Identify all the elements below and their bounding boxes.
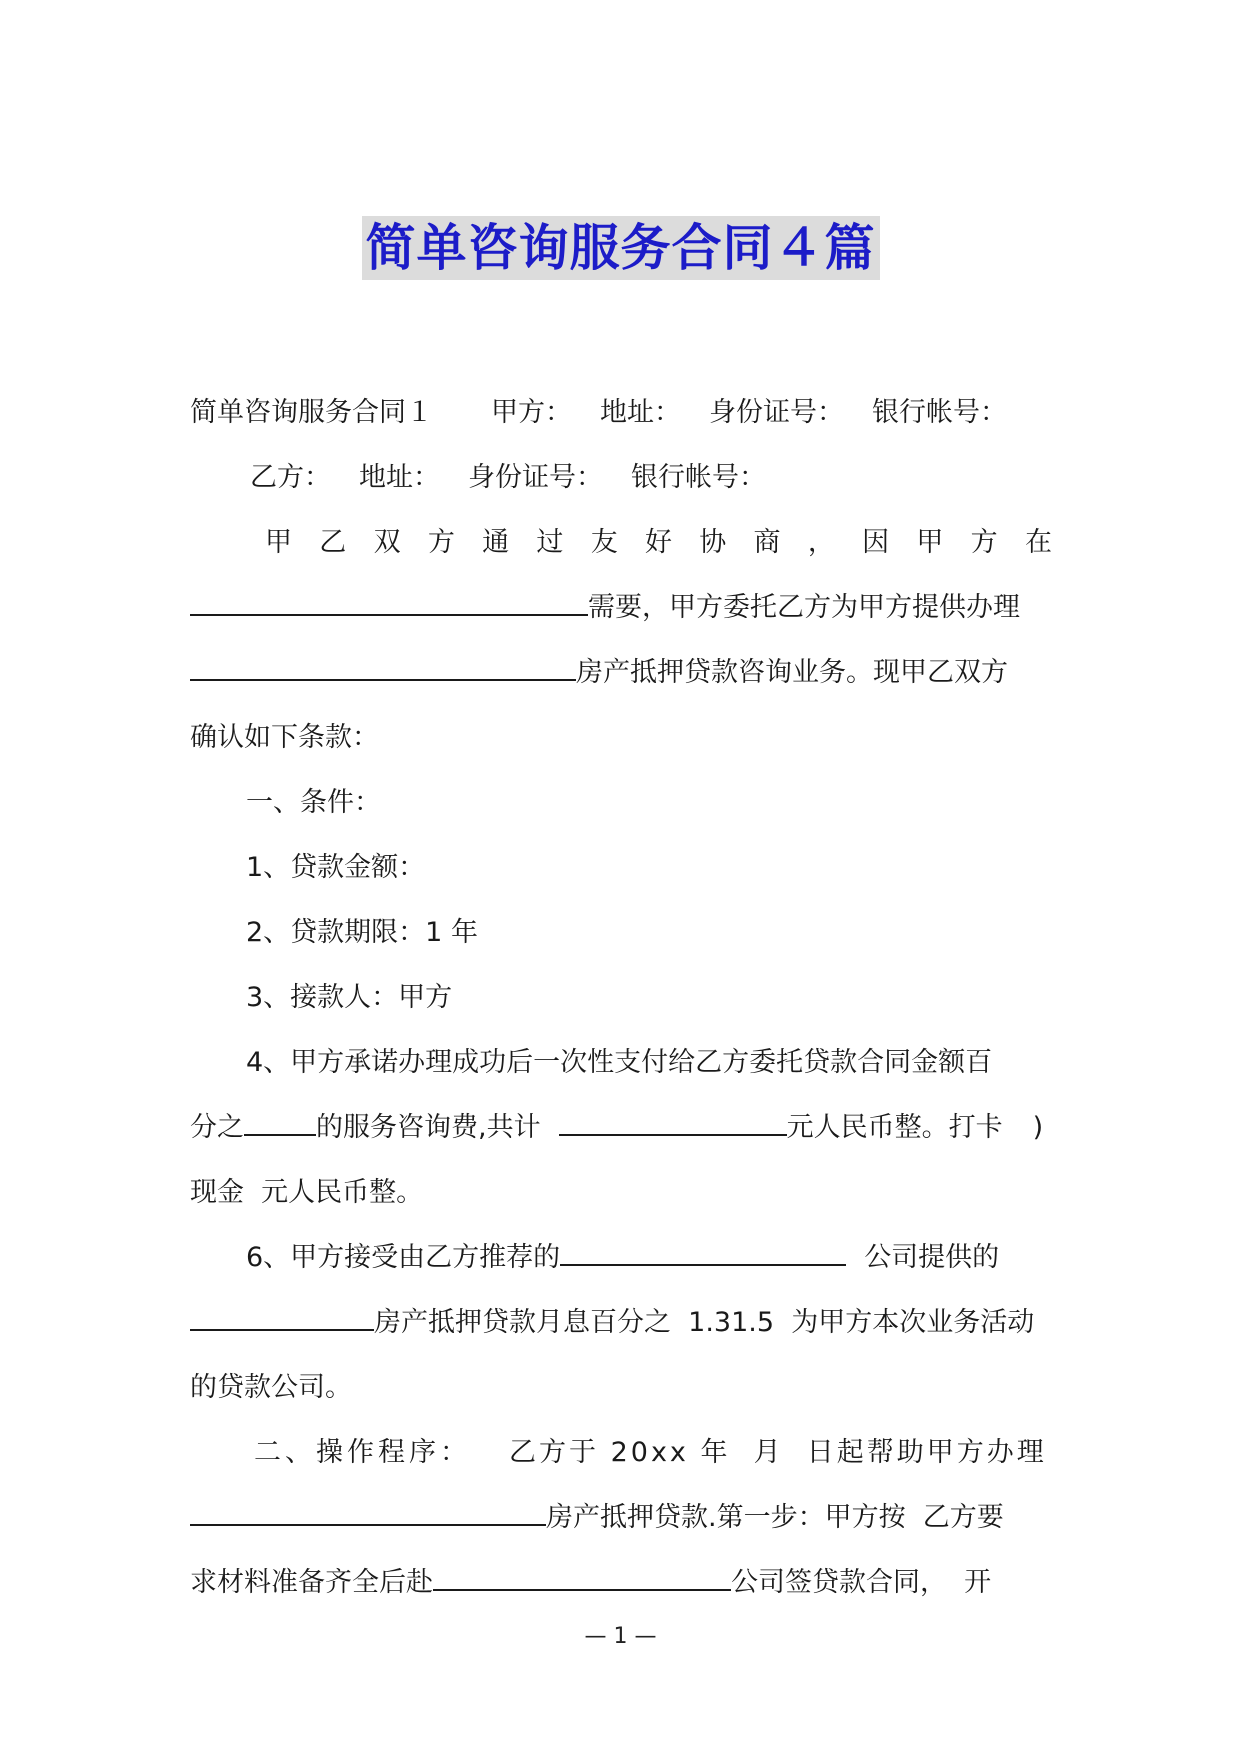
list-item — [190, 1030, 1052, 1095]
text-segment: 房产抵押贷款月息百分之 1.31.5 为甲方本次业务活动 — [374, 1307, 1035, 1338]
text-line — [190, 705, 1052, 770]
fill-blank — [190, 1494, 546, 1526]
text-char: ， — [807, 527, 835, 558]
title-container — [0, 216, 1241, 280]
list-item — [190, 900, 1052, 965]
text-segment: 元人民币整。打卡 — [786, 1112, 1003, 1143]
text-segment: 求材料准备齐全后赴 — [190, 1567, 433, 1598]
text-segment: 分之 — [190, 1112, 244, 1143]
text-segment: 3、接款人：甲方 — [246, 982, 453, 1013]
party-a-line — [190, 380, 1052, 445]
fill-blank — [244, 1104, 316, 1136]
address-label: 地址： — [359, 462, 440, 493]
text-char: 甲 — [265, 527, 292, 558]
text-line — [190, 1355, 1052, 1420]
contract-heading: 简单咨询服务合同１ — [190, 397, 433, 428]
text-char: 方 — [427, 527, 455, 558]
bank-account-label: 银行帐号： — [631, 462, 766, 493]
text-segment: 2、贷款期限：1 年 — [246, 917, 478, 948]
text-segment: 房产抵押贷款咨询业务。现甲乙双方 — [576, 657, 1008, 688]
text-line — [190, 640, 1052, 705]
text-line — [190, 1290, 1052, 1355]
text-char: 友 — [590, 527, 618, 558]
spaced-text-line — [190, 510, 1052, 575]
text-char: 甲 — [916, 527, 944, 558]
text-segment: 二、操作程序： — [254, 1437, 471, 1468]
text-segment: 的服务咨询费,共计 — [316, 1112, 541, 1143]
text-char: 在 — [1024, 527, 1052, 558]
fill-blank — [433, 1559, 731, 1591]
fill-blank — [190, 584, 588, 616]
text-segment: 乙方于 20xx 年 月 日起帮助甲方办理 — [509, 1437, 1047, 1468]
document-title: 简单咨询服务合同４篇 — [362, 216, 880, 280]
section-heading — [190, 770, 1052, 835]
text-char: 通 — [482, 527, 510, 558]
section-heading — [190, 1420, 1052, 1485]
text-segment: 1、贷款金额： — [246, 852, 426, 883]
text-segment: 确认如下条款： — [190, 722, 379, 753]
text-char: 商 — [753, 527, 781, 558]
text-segment: 现金 元人民币整。 — [190, 1177, 424, 1208]
text-segment: 公司提供的 — [864, 1242, 1000, 1273]
text-line — [190, 1550, 1052, 1615]
fill-blank — [190, 649, 576, 681]
text-segment: ) — [1032, 1112, 1044, 1143]
document-body — [190, 380, 1052, 1615]
text-line — [190, 1160, 1052, 1225]
text-segment: 房产抵押贷款.第一步：甲方按 乙方要 — [546, 1502, 1004, 1533]
text-char: 方 — [970, 527, 998, 558]
page-number: — 1 — — [584, 1624, 657, 1649]
text-segment: 4、甲方承诺办理成功后一次性支付给乙方委托贷款合同金额百 — [246, 1047, 993, 1078]
text-segment: 6、甲方接受由乙方推荐的 — [246, 1242, 561, 1273]
text-segment: 一、条件： — [246, 787, 381, 818]
party-b-label: 乙方： — [250, 462, 331, 493]
bank-account-label: 银行帐号： — [872, 397, 1007, 428]
text-char: 双 — [373, 527, 401, 558]
text-char: 好 — [644, 527, 672, 558]
address-label: 地址： — [600, 397, 681, 428]
list-item — [190, 835, 1052, 900]
text-line — [190, 1095, 1052, 1160]
text-segment: 需要，甲方委托乙方为甲方提供办理 — [588, 592, 1020, 623]
text-segment: 的贷款公司。 — [190, 1372, 352, 1403]
list-item — [190, 965, 1052, 1030]
text-char: 过 — [536, 527, 564, 558]
id-number-label: 身份证号： — [709, 397, 844, 428]
text-line — [190, 1485, 1052, 1550]
text-line — [190, 575, 1052, 640]
fill-blank — [559, 1104, 787, 1136]
text-char: 因 — [862, 527, 890, 558]
id-number-label: 身份证号： — [468, 462, 603, 493]
fill-blank — [190, 1299, 374, 1331]
party-a-label: 甲方： — [491, 397, 572, 428]
text-segment: 公司签贷款合同， 开 — [731, 1567, 992, 1598]
text-char: 协 — [699, 527, 727, 558]
fill-blank — [560, 1234, 846, 1266]
list-item — [190, 1225, 1052, 1290]
party-b-line — [190, 445, 1052, 510]
text-char: 乙 — [319, 527, 347, 558]
